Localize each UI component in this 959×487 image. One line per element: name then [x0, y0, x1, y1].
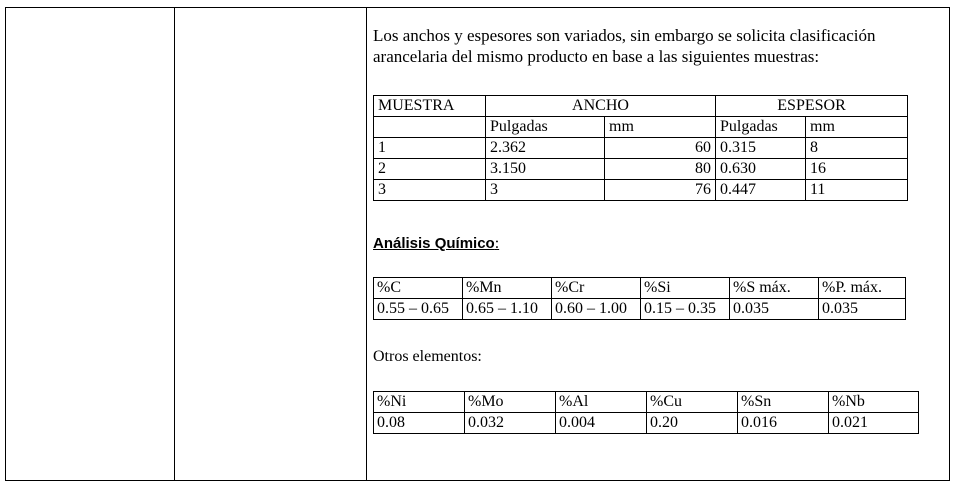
row-ancho-pulgadas: 2.362: [486, 138, 605, 159]
otros-header-sn: %Sn: [738, 392, 829, 413]
quimico-header-p: %P. máx.: [819, 278, 906, 299]
row-ancho-pulgadas: 3.150: [486, 159, 605, 180]
quimico-value-mn: 0.65 – 1.10: [463, 299, 552, 320]
table-subheader-row: [374, 117, 908, 138]
otros-elementos-heading: Otros elementos:: [373, 348, 482, 365]
row-ancho-pulgadas: 3: [486, 180, 605, 201]
header-muestra: MUESTRA: [374, 96, 486, 117]
column-divider-2: [366, 8, 367, 480]
otros-value-nb: 0.021: [829, 413, 919, 434]
otros-header-cu: %Cu: [647, 392, 738, 413]
intro-line-2: arancelaria del mismo producto en base a las siguientes muestras:: [373, 47, 820, 66]
analisis-quimico-table: [373, 277, 906, 320]
subheader-empty: [374, 117, 486, 138]
subheader-ancho-pulgadas: Pulgadas: [486, 117, 605, 138]
otros-value-mo: 0.032: [465, 413, 556, 434]
row-ancho-mm: 76: [605, 180, 716, 201]
row-espesor-pulgadas: 0.447: [716, 180, 806, 201]
analisis-quimico-label: Análisis Químico: [373, 235, 495, 252]
row-muestra: 3: [374, 180, 486, 201]
row-espesor-mm: 11: [806, 180, 908, 201]
row-espesor-mm: 8: [806, 138, 908, 159]
quimico-value-s: 0.035: [730, 299, 819, 320]
table-header-row: [374, 278, 906, 299]
description-cell: [373, 25, 933, 431]
quimico-header-c: %C: [374, 278, 463, 299]
table-row: [374, 159, 908, 180]
otros-value-sn: 0.016: [738, 413, 829, 434]
row-muestra: 1: [374, 138, 486, 159]
otros-header-mo: %Mo: [465, 392, 556, 413]
row-muestra: 2: [374, 159, 486, 180]
table-header-row: [374, 96, 908, 117]
quimico-header-si: %Si: [641, 278, 730, 299]
table-row: [374, 138, 908, 159]
row-espesor-pulgadas: 0.315: [716, 138, 806, 159]
analisis-quimico-heading: [373, 234, 499, 254]
row-ancho-mm: 60: [605, 138, 716, 159]
intro-line-1: Los anchos y espesores son variados, sin embargo se solicita clasificación: [373, 26, 876, 45]
otros-elementos-table: [373, 391, 919, 434]
header-espesor: ESPESOR: [716, 96, 908, 117]
otros-value-al: 0.004: [556, 413, 647, 434]
quimico-header-mn: %Mn: [463, 278, 552, 299]
subheader-espesor-pulgadas: Pulgadas: [716, 117, 806, 138]
otros-value-ni: 0.08: [374, 413, 465, 434]
subheader-ancho-mm: mm: [605, 117, 716, 138]
quimico-value-p: 0.035: [819, 299, 906, 320]
table-row: [374, 180, 908, 201]
subheader-espesor-mm: mm: [806, 117, 908, 138]
table-row: [374, 413, 919, 434]
quimico-header-cr: %Cr: [552, 278, 641, 299]
muestras-table: [373, 95, 908, 201]
table-row: [374, 299, 906, 320]
intro-paragraph: [373, 25, 933, 67]
row-espesor-pulgadas: 0.630: [716, 159, 806, 180]
row-ancho-mm: 80: [605, 159, 716, 180]
quimico-value-c: 0.55 – 0.65: [374, 299, 463, 320]
otros-header-al: %Al: [556, 392, 647, 413]
otros-value-cu: 0.20: [647, 413, 738, 434]
column-divider-1: [174, 8, 175, 480]
table-header-row: [374, 392, 919, 413]
header-ancho: ANCHO: [486, 96, 716, 117]
otros-header-nb: %Nb: [829, 392, 919, 413]
analisis-quimico-colon: :: [494, 235, 500, 252]
quimico-value-cr: 0.60 – 1.00: [552, 299, 641, 320]
quimico-header-s: %S máx.: [730, 278, 819, 299]
quimico-value-si: 0.15 – 0.35: [641, 299, 730, 320]
otros-header-ni: %Ni: [374, 392, 465, 413]
row-espesor-mm: 16: [806, 159, 908, 180]
